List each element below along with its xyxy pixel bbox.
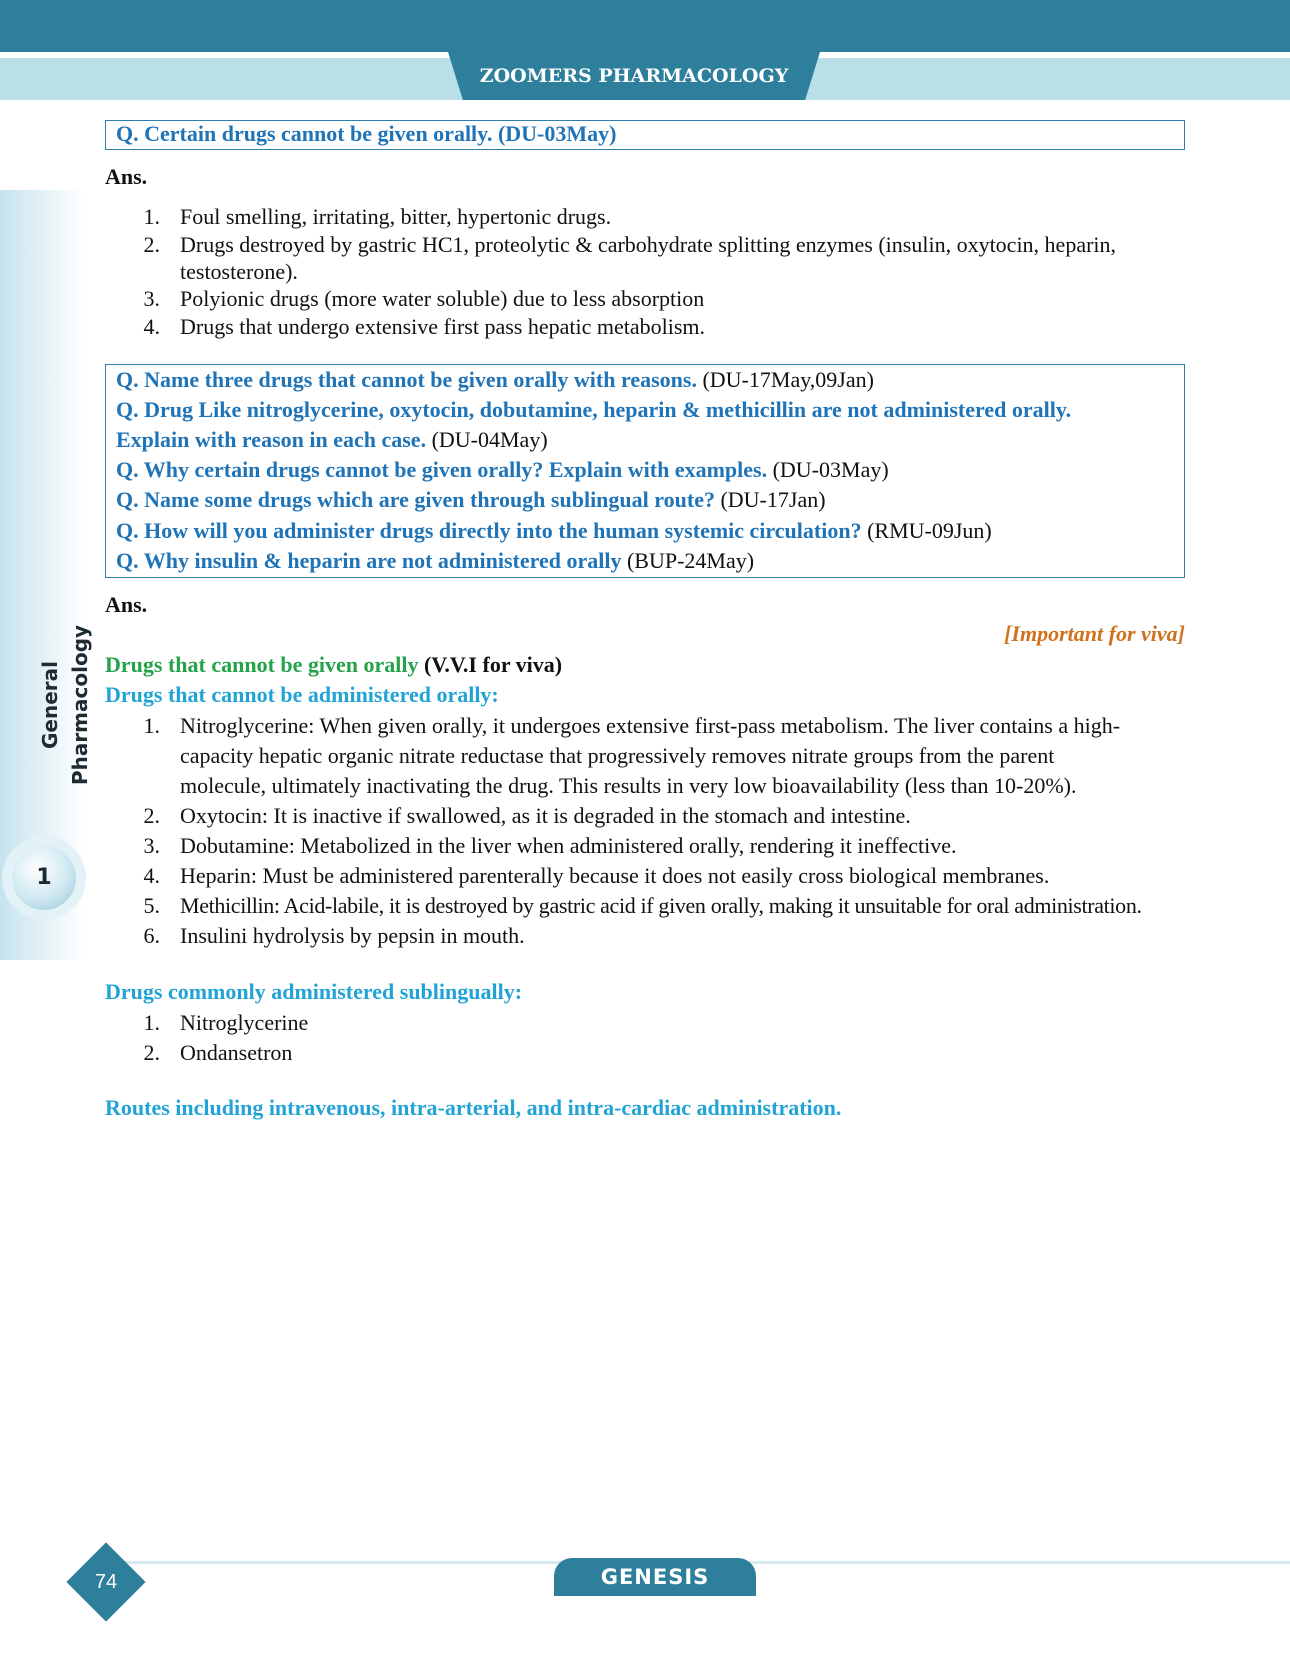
- question-line: [116, 516, 992, 546]
- list-number: 5.: [143, 893, 160, 918]
- header-title: ZOOMERS PHARMACOLOGY: [479, 65, 789, 87]
- exam-ref: (DU-17Jan): [714, 487, 826, 512]
- list-item: Drugs that undergo extensive first pass hepatic metabolism.: [180, 314, 706, 339]
- section-heading-cyan: Drugs that cannot be administered orally:: [105, 682, 499, 707]
- routes-heading: Routes including intravenous, intra-arterial, and intra-cardiac administration.: [105, 1095, 842, 1120]
- list-item: Nitroglycerine: [180, 1010, 309, 1035]
- list-item-continued: molecule, ultimately inactivating the drug. This results in very low bioavailability (less than 10-20%).: [180, 773, 1077, 798]
- list-item: Nitroglycerine: When given orally, it undergoes extensive first-pass metabolism. The liver contains a high-: [180, 713, 1121, 738]
- answer-label-2: Ans.: [105, 592, 148, 617]
- question-text: Q. How will you administer drugs directly into the human systemic circulation?: [116, 518, 862, 543]
- list-number: 2.: [143, 803, 160, 828]
- chapter-label: General Pharmacology: [38, 624, 92, 786]
- question-line: [116, 365, 874, 395]
- question-line: [116, 485, 826, 515]
- question-1: Q. Certain drugs cannot be given orally. (DU-03May): [116, 121, 617, 146]
- question-line: [116, 546, 754, 576]
- question-text: Q. Drug Like nitroglycerine, oxytocin, dobutamine, heparin & methicillin are not administered orally.: [116, 397, 1072, 422]
- list-number: 2.: [143, 1040, 160, 1065]
- list-number: 1.: [143, 713, 160, 738]
- list-item: Methicillin: Acid-labile, it is destroyed by gastric acid if given orally, making it unsuitable for oral administration.: [180, 893, 1142, 918]
- list-item: Dobutamine: Metabolized in the liver when administered orally, rendering it ineffective.: [180, 833, 957, 858]
- list-number: 4.: [143, 863, 160, 888]
- list-item: Polyionic drugs (more water soluble) due to less absorption: [180, 286, 705, 311]
- list-number: 3.: [143, 833, 160, 858]
- list-item: Drugs destroyed by gastric HC1, proteolytic & carbohydrate splitting enzymes (insulin, oxytocin, heparin,: [180, 232, 1117, 257]
- question-text: Q. Name some drugs which are given through sublingual route?: [116, 487, 715, 512]
- list-item: Heparin: Must be administered parenterally because it does not easily cross biological membranes.: [180, 863, 1050, 888]
- list-item-continued: testosterone).: [180, 259, 298, 284]
- footer-brand: GENESIS: [554, 1558, 756, 1596]
- question-text: Q. Name three drugs that cannot be given orally with reasons.: [116, 367, 697, 392]
- heading-tail: (V.V.I for viva): [418, 652, 563, 677]
- exam-ref: (DU-03May): [767, 457, 889, 482]
- list-number: 3.: [143, 286, 160, 311]
- question-line: [116, 395, 1071, 425]
- list-item-continued: capacity hepatic organic nitrate reductase that progressively removes nitrate groups from the parent: [180, 743, 1055, 768]
- section-heading: [105, 650, 562, 680]
- header-bar: [0, 0, 1290, 52]
- question-line: [116, 455, 889, 485]
- question-text: Explain with reason in each case.: [116, 427, 427, 452]
- list-item: Ondansetron: [180, 1040, 293, 1065]
- list-number: 6.: [143, 923, 160, 948]
- question-line: [116, 425, 548, 455]
- question-text: Q. Why certain drugs cannot be given orally? Explain with examples.: [116, 457, 768, 482]
- list-number: 4.: [143, 314, 160, 339]
- list-item: Foul smelling, irritating, bitter, hypertonic drugs.: [180, 204, 612, 229]
- list-item: Insulini hydrolysis by pepsin in mouth.: [180, 923, 525, 948]
- list-item: Oxytocin: It is inactive if swallowed, as it is degraded in the stomach and intestine.: [180, 803, 911, 828]
- answer-label-1: Ans.: [105, 164, 148, 189]
- exam-ref: (BUP-24May): [621, 548, 755, 573]
- list-number: 1.: [143, 1010, 160, 1035]
- list-number: 2.: [143, 232, 160, 257]
- page-number: 74: [94, 1571, 118, 1593]
- sublingual-heading: Drugs commonly administered sublingually:: [105, 979, 523, 1004]
- list-number: 1.: [143, 204, 160, 229]
- exam-ref: (RMU-09Jun): [861, 518, 992, 543]
- heading-green: Drugs that cannot be given orally: [105, 652, 419, 677]
- question-text: Q. Why insulin & heparin are not administered orally: [116, 548, 622, 573]
- exam-ref: (DU-17May,09Jan): [696, 367, 874, 392]
- important-note: [Important for viva]: [1004, 621, 1185, 646]
- chapter-number: 1: [12, 846, 76, 910]
- exam-ref: (DU-04May): [426, 427, 548, 452]
